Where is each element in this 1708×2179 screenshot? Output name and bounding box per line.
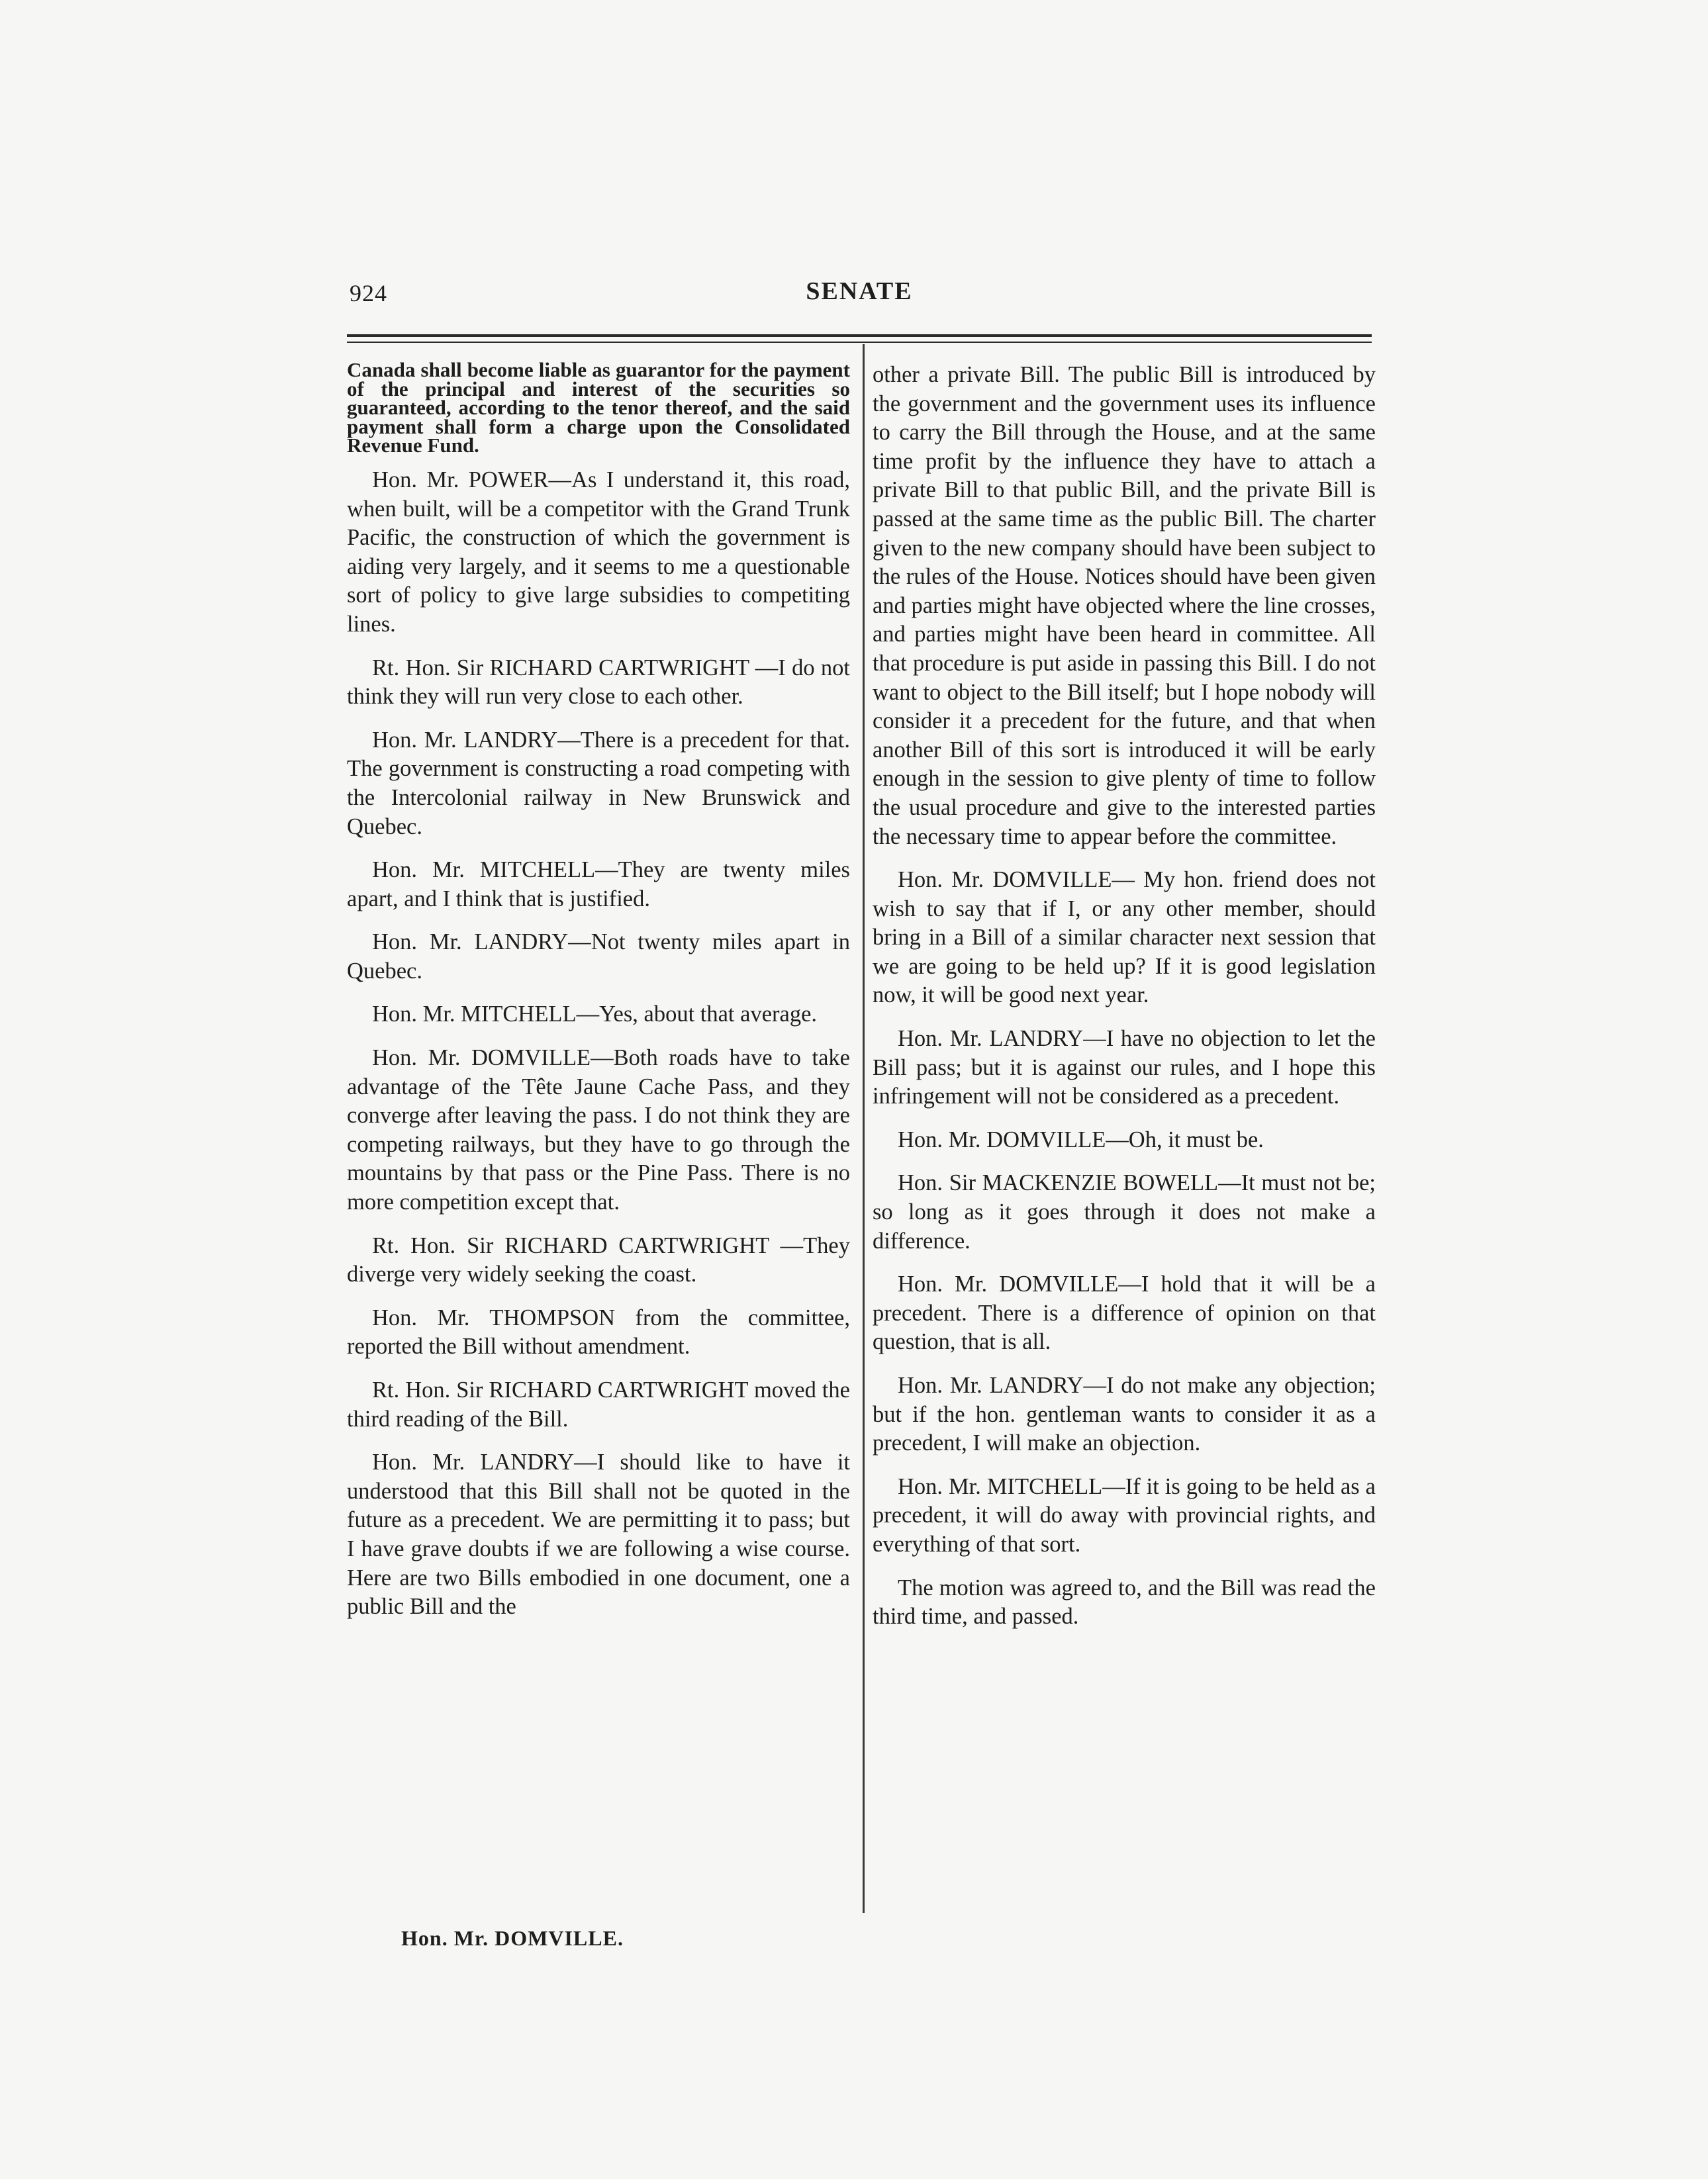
speech-paragraph: Hon. Mr. LANDRY—There is a precedent for that. The government is constructing a road competing with the Intercolonial railway in New Brunswick and Quebec. xyxy=(347,727,850,839)
speech-paragraph: Rt. Hon. Sir RICHARD CARTWRIGHT —They diverge very widely seeking the coast. xyxy=(347,1232,850,1287)
catchword: Hon. Mr. DOMVILLE. xyxy=(401,1926,624,1950)
continued-paragraph: other a private Bill. The public Bill is introduced by the government and the government uses its influence to carry the Bill through the House, and at the same time profit by the influence they have to attach a private Bill to that public Bill, and the private Bill is passed at the same time as the public Bill. The charter given to the new company should have been subject to the rules of the House. Notices should have been given and parties might have objected where the line crosses, and parties might have been heard in committee. All that procedure is put aside in passing this Bill. I do not want to object to the Bill itself; but I hope nobody will consider it a precedent for the future, and that when another Bill of this sort is introduced it will be early enough in the session to give plenty of time to follow the usual procedure and give to the interested parties the necessary time to appear before the committee. xyxy=(873,362,1376,849)
speech-paragraph: Hon. Mr. POWER—As I understand it, this road, when built, will be a competitor with the Grand Trunk Pacific, the construction of which the government is aiding very largely, and it seems to me a questionable sort of policy to give large subsidies to competiting lines. xyxy=(347,467,850,637)
left-column xyxy=(347,358,850,1636)
speech-paragraph: Rt. Hon. Sir RICHARD CARTWRIGHT moved the third reading of the Bill. xyxy=(347,1377,850,1432)
speech-paragraph: The motion was agreed to, and the Bill was read the third time, and passed. xyxy=(873,1575,1376,1630)
speech-paragraph: Hon. Mr. MITCHELL—If it is going to be held as a precedent, it will do away with provincial rights, and everything of that sort. xyxy=(873,1473,1376,1557)
speech-paragraph: Hon. Mr. DOMVILLE—Oh, it must be. xyxy=(898,1127,1264,1152)
right-column xyxy=(873,361,1376,1646)
speech-paragraph: Hon. Mr. LANDRY—I should like to have it understood that this Bill shall not be quoted in the future as a precedent. We are permitting it to pass; but I have grave doubts if we are following a wise course. Here are two Bills embodied in one document, one a public Bill and the xyxy=(347,1450,850,1620)
speech-paragraph: Rt. Hon. Sir RICHARD CARTWRIGHT —I do not think they will run very close to each other. xyxy=(347,655,850,710)
page-number: 924 xyxy=(350,280,387,306)
speech-paragraph: Hon. Mr. LANDRY—I do not make any objection; but if the hon. gentleman wants to consider it as a precedent, I will make an objection. xyxy=(873,1373,1376,1456)
speech-paragraph: Hon. Mr. DOMVILLE—I hold that it will be a precedent. There is a difference of opinion on that question, that is all. xyxy=(873,1272,1376,1355)
speech-paragraph: Hon. Mr. LANDRY—I have no objection to let the Bill pass; but it is against our rules, and I hope this infringement will not be considered as a precedent. xyxy=(873,1026,1376,1109)
header-rule-thick xyxy=(347,334,1372,337)
speech-paragraph: Hon. Sir MACKENZIE BOWELL—It must not be; so long as it goes through it does not make a difference. xyxy=(873,1170,1376,1254)
speech-paragraph: Hon. Mr. DOMVILLE—Both roads have to take advantage of the Tête Jaune Cache Pass, and they converge after leaving the pass. I do not think they are competing railways, but they have to go through the mountains by that pass or the Pine Pass. There is no more competition except that. xyxy=(347,1045,850,1215)
header-rule-thin xyxy=(347,342,1372,343)
page-header xyxy=(347,277,1372,316)
speech-paragraph: Hon. Mr. MITCHELL—Yes, about that average. xyxy=(372,1001,818,1027)
quoted-clause: Canada shall become liable as guarantor for the payment of the principal and interest of the securities so guaranteed, according to the tenor thereof, and the said payment shall form a charge upon the Consolidated Revenue Fund. xyxy=(347,358,850,457)
speech-paragraph: Hon. Mr. THOMPSON from the committee, reported the Bill without amendment. xyxy=(347,1305,850,1360)
column-divider xyxy=(863,344,865,1913)
speech-paragraph: Hon. Mr. MITCHELL—They are twenty miles apart, and I think that is justified. xyxy=(347,857,850,911)
speech-paragraph: Hon. Mr. LANDRY—Not twenty miles apart in Quebec. xyxy=(347,929,850,984)
running-title: SENATE xyxy=(806,277,913,305)
speech-paragraph: Hon. Mr. DOMVILLE— My hon. friend does not wish to say that if I, or any other member, should bring in a Bill of a similar character next session that we are going to be held up? If it is good legislation now, it will be good next year. xyxy=(873,867,1376,1008)
